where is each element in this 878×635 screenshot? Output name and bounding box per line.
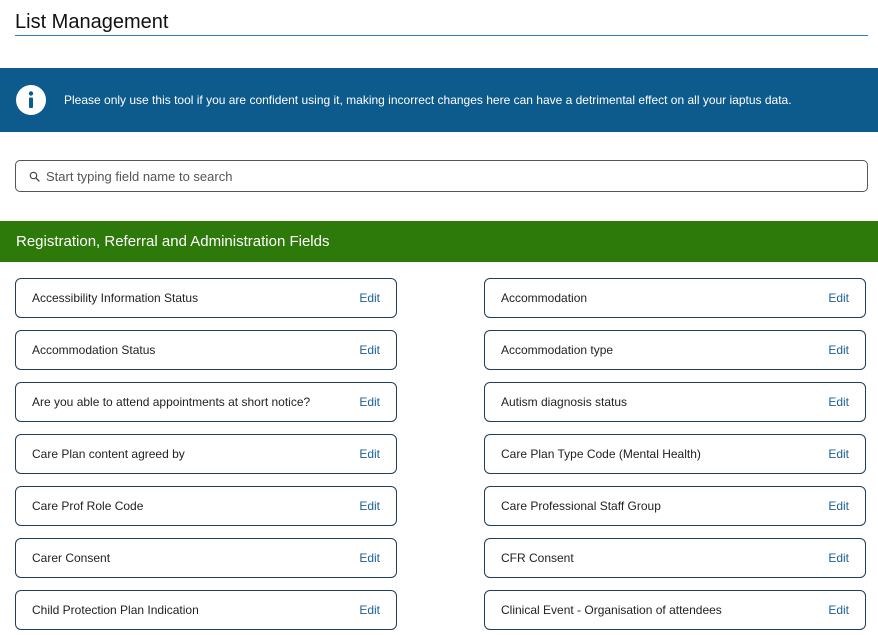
edit-link[interactable]: Edit <box>828 447 849 461</box>
field-label: Child Protection Plan Indication <box>32 603 199 617</box>
search-box[interactable] <box>15 160 868 192</box>
edit-link[interactable]: Edit <box>359 343 380 357</box>
field-card <box>15 330 397 370</box>
field-card <box>484 278 866 318</box>
edit-link[interactable]: Edit <box>359 603 380 617</box>
field-card <box>484 382 866 422</box>
field-card <box>15 538 397 578</box>
field-label: CFR Consent <box>501 551 574 565</box>
field-card <box>15 486 397 526</box>
search-icon <box>28 170 40 182</box>
field-label: Autism diagnosis status <box>501 395 628 409</box>
info-banner <box>0 68 878 132</box>
search-input[interactable] <box>46 169 826 184</box>
edit-link[interactable]: Edit <box>359 499 380 513</box>
edit-link[interactable]: Edit <box>828 291 849 305</box>
field-card <box>484 486 866 526</box>
field-card <box>484 538 866 578</box>
field-label: Accommodation type <box>501 343 614 357</box>
info-icon <box>16 85 46 115</box>
edit-link[interactable]: Edit <box>828 395 849 409</box>
page-title: List Management <box>15 10 868 36</box>
section-header: Registration, Referral and Administration Fields <box>0 221 878 262</box>
field-label: Carer Consent <box>32 551 111 565</box>
field-card <box>484 330 866 370</box>
field-label: Accommodation Status <box>32 343 156 357</box>
field-label: Accommodation <box>501 291 588 305</box>
info-banner-text: Please only use this tool if you are confident using it, making incorrect changes here can have a detrimental effect on all your iaptus data. <box>64 93 792 107</box>
field-label: Care Plan content agreed by <box>32 447 185 461</box>
edit-link[interactable]: Edit <box>828 343 849 357</box>
field-card <box>15 382 397 422</box>
field-card <box>484 434 866 474</box>
edit-link[interactable]: Edit <box>828 499 849 513</box>
field-card <box>484 590 866 630</box>
field-label: Care Prof Role Code <box>32 499 144 513</box>
edit-link[interactable]: Edit <box>359 447 380 461</box>
edit-link[interactable]: Edit <box>359 551 380 565</box>
field-label: Care Plan Type Code (Mental Health) <box>501 447 701 461</box>
edit-link[interactable]: Edit <box>828 603 849 617</box>
edit-link[interactable]: Edit <box>359 291 380 305</box>
field-label: Clinical Event - Organisation of attendees <box>501 603 722 617</box>
edit-link[interactable]: Edit <box>359 395 380 409</box>
field-label: Are you able to attend appointments at short notice? <box>32 395 311 409</box>
field-label: Accessibility Information Status <box>32 291 199 305</box>
field-card <box>15 278 397 318</box>
edit-link[interactable]: Edit <box>828 551 849 565</box>
field-card <box>15 434 397 474</box>
field-card <box>15 590 397 630</box>
field-label: Care Professional Staff Group <box>501 499 661 513</box>
